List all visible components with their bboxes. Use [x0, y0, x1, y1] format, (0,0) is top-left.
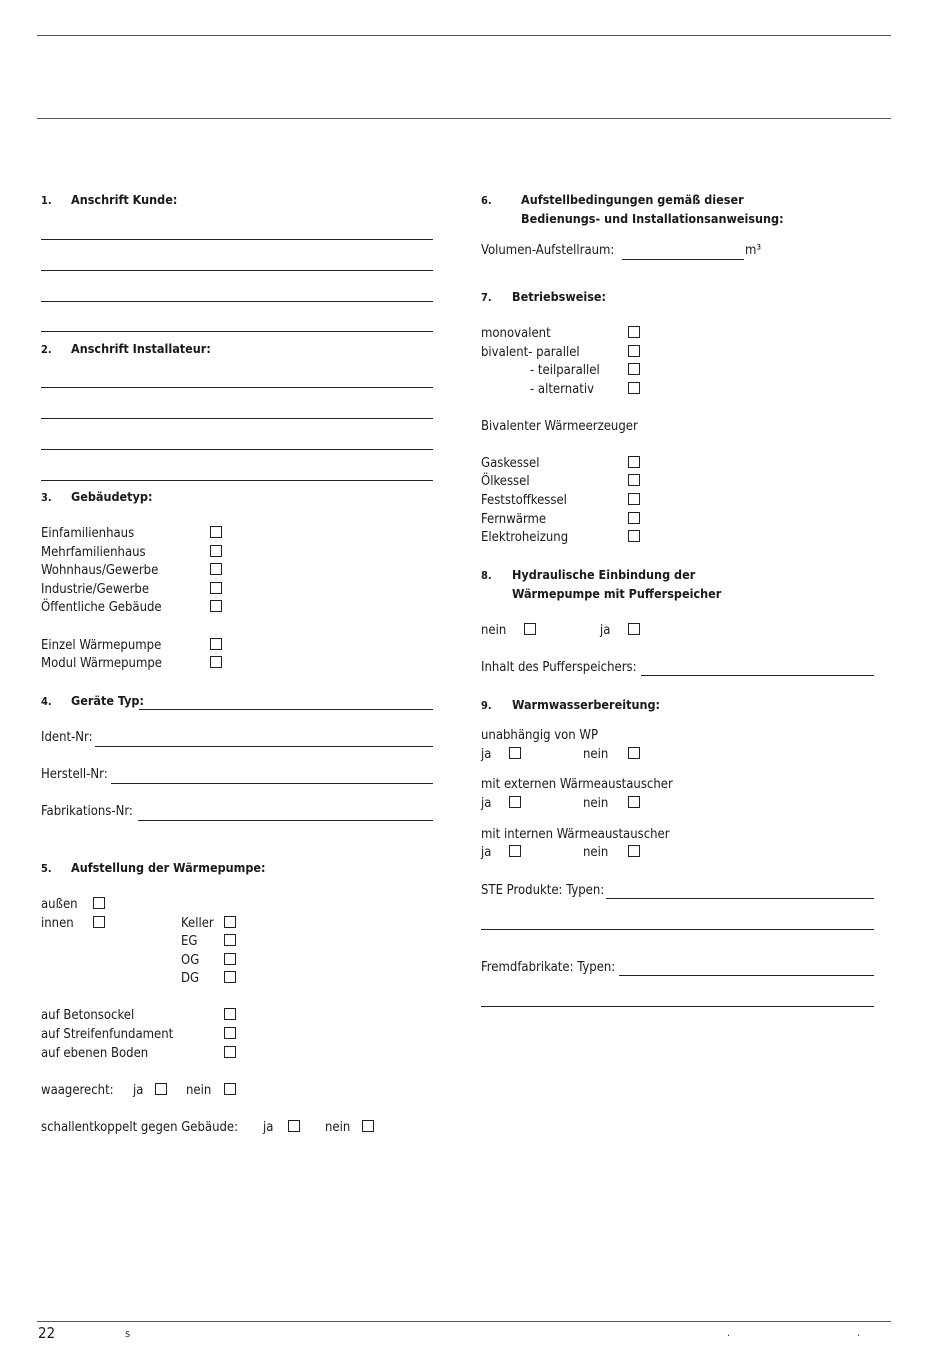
- warmwasser-option-label: unabhängig von WP: [481, 728, 599, 743]
- section-1-number: 1.: [41, 194, 52, 207]
- base-label: auf ebenen Boden: [41, 1046, 149, 1061]
- section-8-number: 8.: [481, 569, 492, 582]
- warmwasser-nein-checkbox[interactable]: [628, 845, 640, 857]
- warmwasser-nein-label: nein: [583, 747, 609, 762]
- warmwasser-ja-label: ja: [481, 747, 492, 762]
- mode-label: monovalent: [481, 326, 551, 341]
- base-checkbox[interactable]: [224, 1008, 236, 1020]
- warmwasser-ja-label: ja: [481, 796, 492, 811]
- building-type-label: Einfamilienhaus: [41, 526, 135, 541]
- schall-ja-checkbox[interactable]: [288, 1120, 300, 1132]
- fabrikations-nr-line[interactable]: [138, 820, 433, 821]
- building-type-label: Wohnhaus/Gewerbe: [41, 563, 159, 578]
- top-rule: [37, 35, 891, 36]
- base-label: auf Streifenfundament: [41, 1027, 174, 1042]
- installer-address-line-2[interactable]: [41, 418, 433, 419]
- warmwasser-option-label: mit internen Wärmeaustauscher: [481, 827, 670, 842]
- section-6-title-line-2: Bedienungs- und Installationsanweisung:: [521, 211, 784, 226]
- warmwasser-option-label: mit externen Wärmeaustauscher: [481, 777, 673, 792]
- generator-checkbox[interactable]: [628, 474, 640, 486]
- fremd-types-line-2[interactable]: [481, 1006, 874, 1007]
- section-2-number: 2.: [41, 343, 52, 356]
- mode-label: bivalent- parallel: [481, 345, 580, 360]
- customer-address-line-3[interactable]: [41, 301, 433, 302]
- heat-pump-mode-label: Modul Wärmepumpe: [41, 656, 162, 671]
- ident-nr-line[interactable]: [95, 746, 433, 747]
- footer-dot: .: [727, 1326, 731, 1339]
- puffer-ja-checkbox[interactable]: [628, 623, 640, 635]
- puffer-inhalt-line[interactable]: [641, 675, 874, 676]
- ste-types-line-1[interactable]: [606, 898, 874, 899]
- schall-ja-label: ja: [263, 1120, 274, 1135]
- installer-address-line-3[interactable]: [41, 449, 433, 450]
- installer-address-line-4[interactable]: [41, 480, 433, 481]
- fremd-types-label: Fremdfabrikate: Typen:: [481, 960, 616, 975]
- section-9-title: Warmwasserbereitung:: [512, 697, 661, 712]
- footer-dot: .: [857, 1326, 861, 1339]
- footer-rule: [37, 1321, 891, 1322]
- device-type-line[interactable]: [139, 709, 433, 710]
- floor-label: DG: [181, 971, 200, 986]
- base-label: auf Betonsockel: [41, 1008, 135, 1023]
- mode-checkbox[interactable]: [628, 345, 640, 357]
- base-checkbox[interactable]: [224, 1046, 236, 1058]
- generator-checkbox[interactable]: [628, 493, 640, 505]
- heat-pump-mode-checkbox[interactable]: [210, 638, 222, 650]
- building-type-checkbox[interactable]: [210, 563, 222, 575]
- generator-label: Ölkessel: [481, 474, 530, 489]
- floor-label: EG: [181, 934, 198, 949]
- mode-checkbox[interactable]: [628, 382, 640, 394]
- section-6-title-line-1: Aufstellbedingungen gemäß dieser: [521, 192, 744, 207]
- building-type-label: Industrie/Gewerbe: [41, 582, 150, 597]
- volumen-unit: m³: [745, 243, 762, 258]
- customer-address-line-1[interactable]: [41, 239, 433, 240]
- volumen-line[interactable]: [622, 259, 744, 260]
- waagerecht-ja-checkbox[interactable]: [155, 1083, 167, 1095]
- puffer-inhalt-label: Inhalt des Pufferspeichers:: [481, 660, 637, 675]
- building-type-checkbox[interactable]: [210, 526, 222, 538]
- fabrikations-nr-label: Fabrikations-Nr:: [41, 804, 133, 819]
- section-7-number: 7.: [481, 291, 492, 304]
- floor-checkbox[interactable]: [224, 934, 236, 946]
- innen-checkbox[interactable]: [93, 916, 105, 928]
- herstell-nr-label: Herstell-Nr:: [41, 767, 108, 782]
- generator-checkbox[interactable]: [628, 530, 640, 542]
- ste-types-label: STE Produkte: Typen:: [481, 883, 605, 898]
- section-5-number: 5.: [41, 862, 52, 875]
- base-checkbox[interactable]: [224, 1027, 236, 1039]
- generator-label: Gaskessel: [481, 456, 540, 471]
- floor-checkbox[interactable]: [224, 953, 236, 965]
- schall-nein-label: nein: [325, 1120, 351, 1135]
- ste-types-line-2[interactable]: [481, 929, 874, 930]
- mode-label: - alternativ: [530, 382, 595, 397]
- section-1-title: Anschrift Kunde:: [71, 192, 178, 207]
- section-8-title-line-1: Hydraulische Einbindung der: [512, 567, 696, 582]
- section-7-title: Betriebsweise:: [512, 289, 607, 304]
- section-2-title: Anschrift Installateur:: [71, 341, 211, 356]
- mode-checkbox[interactable]: [628, 326, 640, 338]
- waagerecht-label: waagerecht:: [41, 1083, 114, 1098]
- waagerecht-ja-label: ja: [133, 1083, 144, 1098]
- puffer-nein-label: nein: [481, 623, 507, 638]
- fremd-types-line-1[interactable]: [619, 975, 874, 976]
- page-number: 22: [38, 1324, 56, 1342]
- generator-checkbox[interactable]: [628, 512, 640, 524]
- warmwasser-ja-checkbox[interactable]: [509, 747, 521, 759]
- section-3-title: Gebäudetyp:: [71, 489, 153, 504]
- herstell-nr-line[interactable]: [111, 783, 433, 784]
- warmwasser-nein-label: nein: [583, 845, 609, 860]
- innen-label: innen: [41, 916, 74, 931]
- schall-nein-checkbox[interactable]: [362, 1120, 374, 1132]
- floor-label: OG: [181, 953, 200, 968]
- floor-checkbox[interactable]: [224, 971, 236, 983]
- building-type-checkbox[interactable]: [210, 545, 222, 557]
- warmwasser-nein-checkbox[interactable]: [628, 747, 640, 759]
- warmwasser-nein-label: nein: [583, 796, 609, 811]
- generator-label: Elektroheizung: [481, 530, 569, 545]
- puffer-nein-checkbox[interactable]: [524, 623, 536, 635]
- section-6-number: 6.: [481, 194, 492, 207]
- warmwasser-ja-checkbox[interactable]: [509, 796, 521, 808]
- warmwasser-ja-label: ja: [481, 845, 492, 860]
- section-4-number: 4.: [41, 695, 52, 708]
- section-8-title-line-2: Wärmepumpe mit Pufferspeicher: [512, 586, 722, 601]
- puffer-ja-label: ja: [600, 623, 611, 638]
- section-4-title: Geräte Typ:: [71, 693, 144, 708]
- section-5-title: Aufstellung der Wärmepumpe:: [71, 860, 266, 875]
- ident-nr-label: Ident-Nr:: [41, 730, 93, 745]
- generator-checkbox[interactable]: [628, 456, 640, 468]
- waagerecht-nein-checkbox[interactable]: [224, 1083, 236, 1095]
- generator-label: Fernwärme: [481, 512, 547, 527]
- floor-checkbox[interactable]: [224, 916, 236, 928]
- building-type-checkbox[interactable]: [210, 600, 222, 612]
- header-rule: [37, 118, 891, 119]
- mode-label: - teilparallel: [530, 363, 600, 378]
- installer-address-line-1[interactable]: [41, 387, 433, 388]
- building-type-checkbox[interactable]: [210, 582, 222, 594]
- section-9-number: 9.: [481, 699, 492, 712]
- warmwasser-nein-checkbox[interactable]: [628, 796, 640, 808]
- heat-pump-mode-checkbox[interactable]: [210, 656, 222, 668]
- aussen-label: außen: [41, 897, 78, 912]
- volumen-label: Volumen-Aufstellraum:: [481, 243, 615, 258]
- customer-address-line-2[interactable]: [41, 270, 433, 271]
- floor-label: Keller: [181, 916, 214, 931]
- customer-address-line-4[interactable]: [41, 331, 433, 332]
- footer-logo-text: s: [125, 1327, 131, 1340]
- warmwasser-ja-checkbox[interactable]: [509, 845, 521, 857]
- mode-checkbox[interactable]: [628, 363, 640, 375]
- building-type-label: Mehrfamilienhaus: [41, 545, 146, 560]
- heat-pump-mode-label: Einzel Wärmepumpe: [41, 638, 162, 653]
- schall-label: schallentkoppelt gegen Gebäude:: [41, 1120, 239, 1135]
- section-3-number: 3.: [41, 491, 52, 504]
- generator-label: Feststoffkessel: [481, 493, 567, 508]
- bivalent-generator-heading: Bivalenter Wärmeerzeuger: [481, 419, 638, 434]
- aussen-checkbox[interactable]: [93, 897, 105, 909]
- building-type-label: Öffentliche Gebäude: [41, 600, 162, 615]
- waagerecht-nein-label: nein: [186, 1083, 212, 1098]
